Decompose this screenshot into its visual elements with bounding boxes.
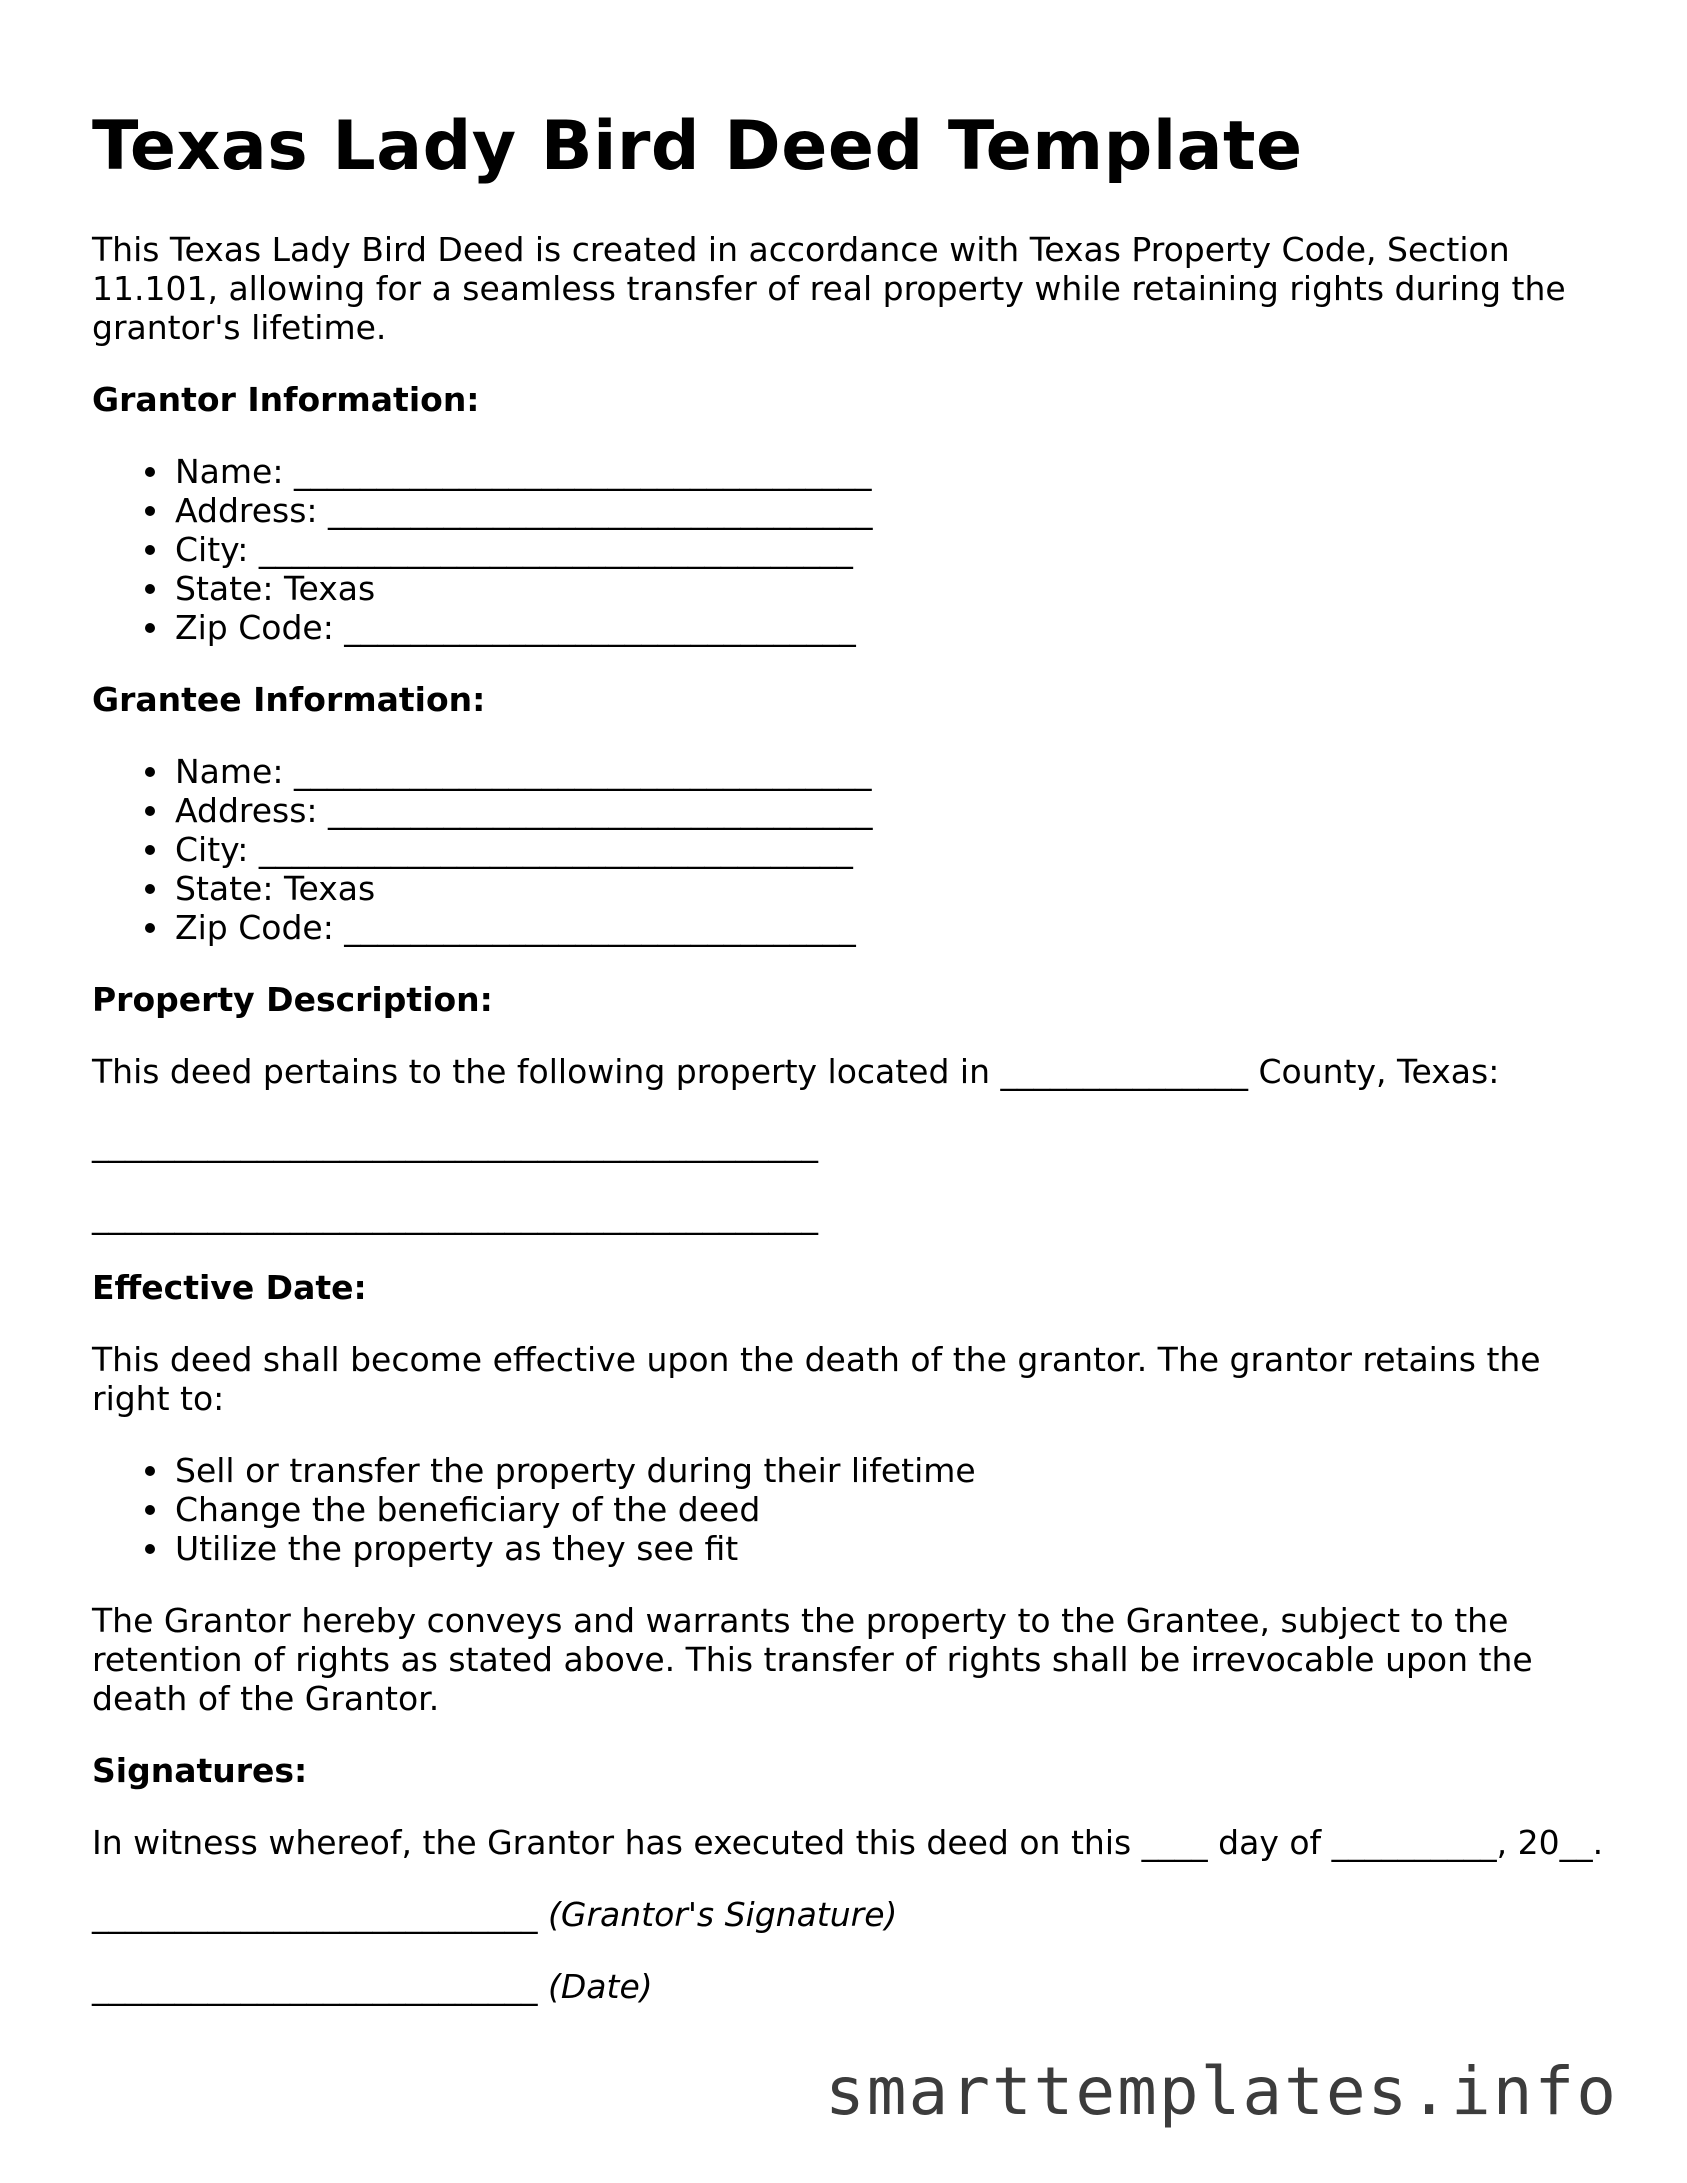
watermark: smarttemplates.info [825, 2053, 1618, 2130]
date-row [92, 1967, 1612, 2006]
property-text: This deed pertains to the following property located in _______________ County, Texas: [92, 1052, 1500, 1092]
effective-text: This deed shall become effective upon the death of the grantor. The grantor retains the right to: [92, 1340, 1541, 1419]
grantee-state-field: State: Texas [175, 869, 1612, 908]
grantor-signature-row [92, 1895, 1612, 1934]
date-label: (Date) [548, 1967, 653, 2007]
signature-label: (Grantor's Signature) [548, 1895, 898, 1935]
rights-list [92, 1451, 1612, 1568]
document-page [92, 108, 1612, 2039]
grantee-address-field: Address: _________________________________ [175, 791, 1612, 830]
grantee-list [92, 752, 1612, 947]
grantor-state-field: State: Texas [175, 569, 1612, 608]
grantee-name-field: Name: ___________________________________ [175, 752, 1612, 791]
grantor-zip-field: Zip Code: _______________________________ [175, 608, 1612, 647]
grantor-list [92, 452, 1612, 647]
rights-item: Utilize the property as they see fit [175, 1529, 1612, 1568]
conveyance-paragraph: The Grantor hereby conveys and warrants the property to the Grantee, subject to the retention of rights as stated above. This transfer of rights shall be irrevocable upon the death of the Grantor. [92, 1601, 1533, 1719]
grantee-heading: Grantee Information: [92, 680, 486, 720]
page-title: Texas Lady Bird Deed Template [92, 107, 1303, 186]
intro-paragraph: This Texas Lady Bird Deed is created in accordance with Texas Property Code, Section 11.101, allowing for a seamless transfer of real property while retaining rights during the grantor's lifetime. [92, 230, 1566, 348]
date-line: ___________________________ [92, 1967, 538, 2007]
effective-heading: Effective Date: [92, 1268, 367, 1308]
signature-line: ___________________________ [92, 1895, 538, 1935]
rights-item: Change the beneficiary of the deed [175, 1490, 1612, 1529]
rights-item: Sell or transfer the property during their lifetime [175, 1451, 1612, 1490]
grantor-name-field: Name: ___________________________________ [175, 452, 1612, 491]
grantee-zip-field: Zip Code: _______________________________ [175, 908, 1612, 947]
property-blank-line-2: ____________________________________________ [92, 1196, 818, 1236]
grantor-city-field: City: ____________________________________ [175, 530, 1612, 569]
signatures-heading: Signatures: [92, 1751, 308, 1791]
property-heading: Property Description: [92, 980, 493, 1020]
property-blank-line-1: ____________________________________________ [92, 1124, 818, 1164]
witness-paragraph: In witness whereof, the Grantor has executed this deed on this ____ day of __________, 20__. [92, 1823, 1604, 1863]
grantee-city-field: City: ____________________________________ [175, 830, 1612, 869]
grantor-heading: Grantor Information: [92, 380, 480, 420]
grantor-address-field: Address: _________________________________ [175, 491, 1612, 530]
